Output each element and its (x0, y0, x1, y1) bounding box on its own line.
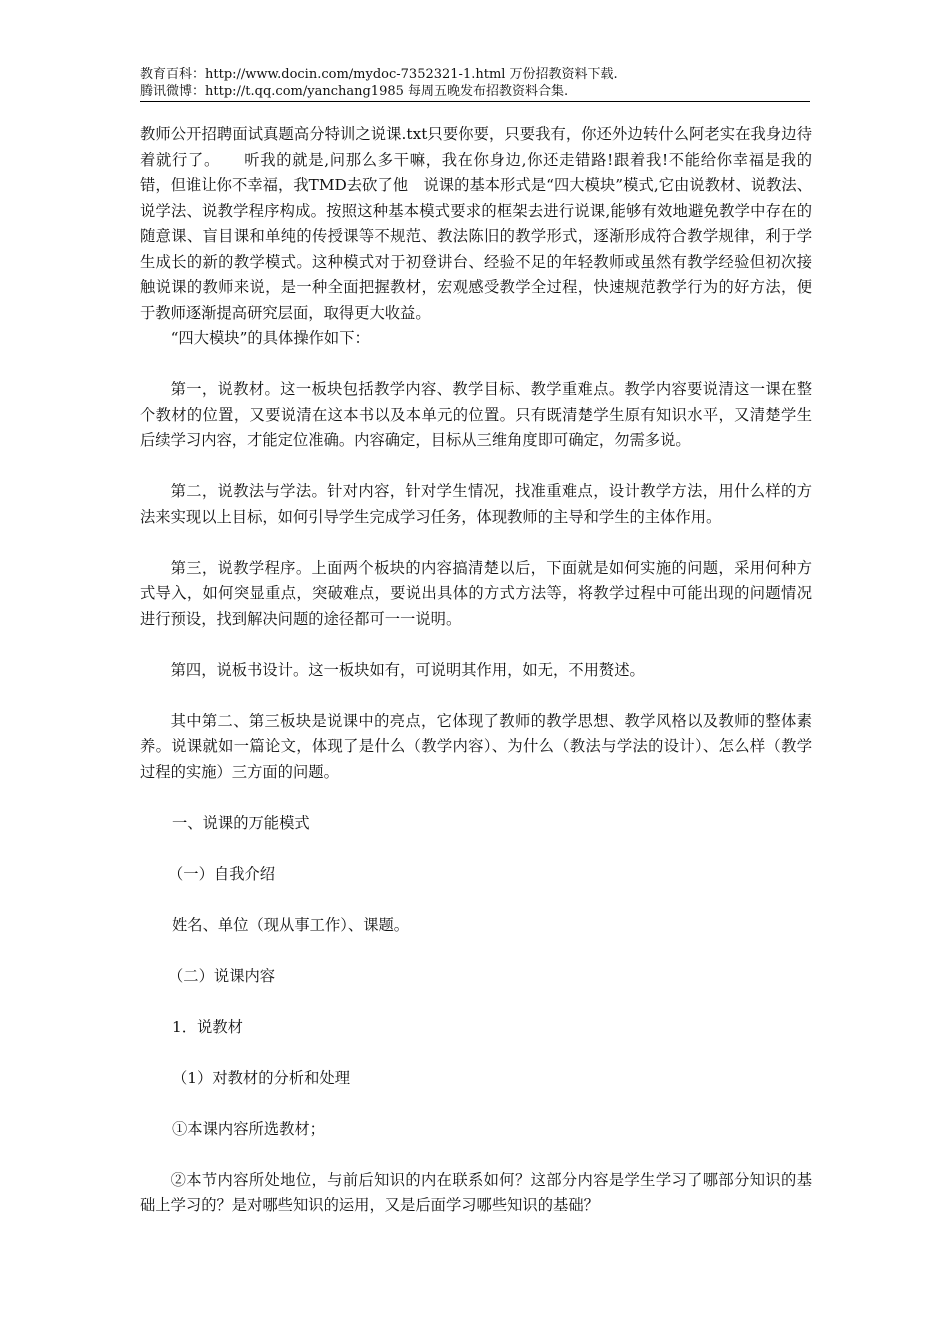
module-two-paragraph: 第二，说教法与学法。针对内容，针对学生情况，找准重难点，设计教学方法，用什么样的方法来实现以上目标，如何引导学生完成学习任务，体现教师的主导和学生的主体作用。 (140, 482, 812, 526)
list-item-position: ②本节内容所处地位，与前后知识的内在联系如何？这部分内容是学生学习了哪部分知识的基础上学习的？是对哪些知识的运用，又是后面学习哪些知识的基础？ (140, 1170, 812, 1214)
intro-paragraph: 教师公开招聘面试真题高分特训之说课.txt只要你要，只要我有，你还外边转什么阿老实在我身边待着就行了。 听我的就是,问那么多干嘛，我在你身边,你还走错路!跟着我!不能给你幸福是我的错，但谁让你不幸福，我TMD去砍了他 说课的基本形式是“四大模块”模式,它由说教材、说教法、说学法、说教学程序构成。按照这种基本模式要求的框架去进行说课,能够有效地避免教学中存在的随意课、盲目课和单纯的传授课等不规范、教法陈旧的教学形式，逐渐形成符合教学规律，利于学生成长的新的教学模式。这种模式对于初登讲台、经验不足的年轻教师或虽然有教学经验但初次接触说课的教师来说，是一种全面把握教材，宏观感受教学全过程，快速规范教学行为的好方法，便于教师逐渐提高研究层面，取得更大收益。 (140, 125, 812, 322)
module-four-paragraph: 第四，说板书设计。这一板块如有，可说明其作用，如无，不用赘述。 (170, 660, 645, 679)
header-divider (140, 101, 810, 102)
module-three-paragraph: 第三，说教学程序。上面两个板块的内容搞清楚以后，下面就是如何实施的问题，采用何种方式导入，如何突显重点，突破难点，要说出具体的方式方法等，将教学过程中可能出现的问题情况进行预设，找到解决问题的途径都可一一说明。 (140, 558, 812, 628)
section-heading-universal-mode: 一、说课的万能模式 (172, 813, 310, 832)
self-intro-text: 姓名、单位（现从事工作）、课题。 (172, 915, 410, 934)
list-item-material: ①本课内容所选教材； (172, 1119, 325, 1138)
highlight-paragraph: 其中第二、第三板块是说课中的亮点，它体现了教师的教学思想、教学风格以及教师的整体素养。说课就如一篇论文，体现了是什么（教学内容）、为什么（教法与学法的设计）、怎么样（教学过程的实施）三方面的问题。 (140, 711, 812, 781)
document-body (140, 122, 812, 1219)
subheading-content: （二）说课内容 (168, 966, 276, 985)
header-line-docin: 教育百科：http://www.docin.com/mydoc-7352321-1.html 万份招教资料下载. (140, 67, 618, 82)
subheading-textbook-analysis: （1）对教材的分析和处理 (172, 1068, 350, 1087)
header-line-weibo: 腾讯微博：http://t.qq.com/yanchang1985 每周五晚发布招教资料合集. (140, 84, 569, 99)
subheading-self-intro: （一）自我介绍 (168, 864, 276, 883)
four-modules-intro: “四大模块”的具体操作如下： (170, 329, 370, 347)
page-header (140, 66, 810, 100)
module-one-paragraph: 第一，说教材。这一板块包括教学内容、教学目标、教学重难点。教学内容要说清这一课在整个教材的位置，又要说清在这本书以及本单元的位置。只有既清楚学生原有知识水平，又清楚学生后续学习内容，才能定位准确。内容确定，目标从三维角度即可确定，勿需多说。 (140, 380, 812, 449)
subheading-textbook: 1．说教材 (172, 1017, 243, 1036)
